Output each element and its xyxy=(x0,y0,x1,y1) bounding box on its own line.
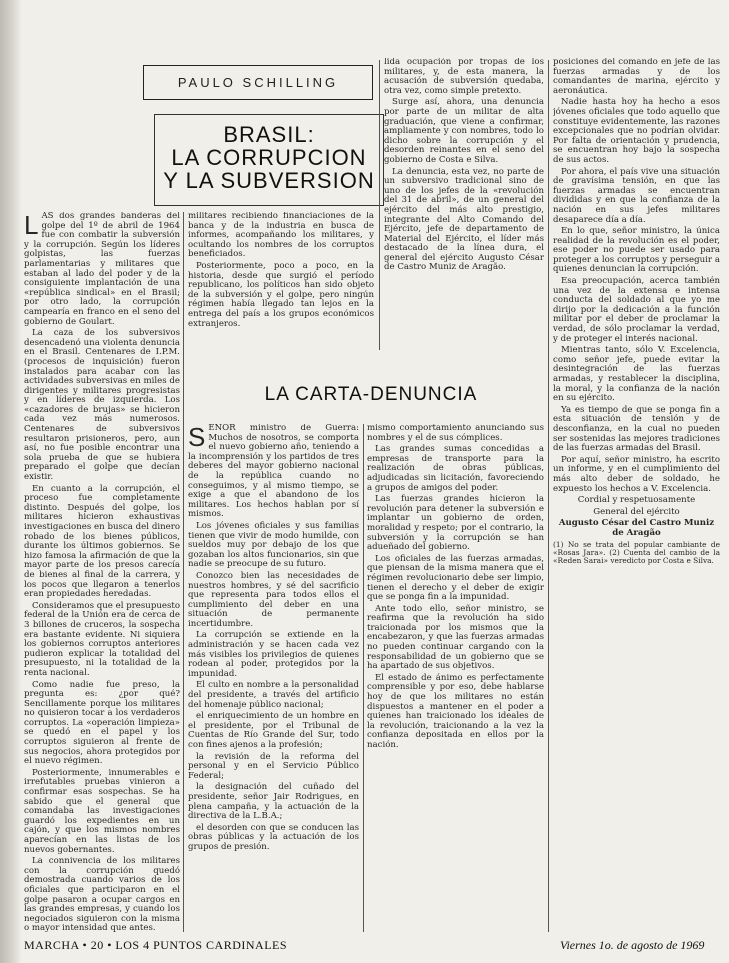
paragraph: El estado de ánimo es perfectamente comprensible y por eso, debe hablarse hoy de que los militares no están dispuestos a mantener en el poder a quienes han traicionado los ideales de la revolución, traicionando a la vez la confianza depositada en ellos por la nación. xyxy=(367,672,544,750)
article-title xyxy=(154,114,384,206)
title-line-2: LA CORRUPCION xyxy=(171,145,367,170)
paragraph-text: AS dos grandes banderas del golpe del 1º de abril de 1964 fue con combatir la subversión y la corrupción. Según los líderes golpistas, las fuerzas parlamentarias y militares que estaban al lado del poder y de la consiguiente implantación de una «república sindical» en el Brasil; por otro lado, la corrupción campearía en franco en el seno del gobierno de Goulart. xyxy=(24,212,180,327)
paragraph: mismo comportamiento anunciando sus nombres y el de sus cómplices. xyxy=(367,424,544,443)
paragraph: Las grandes sumas concedidas a empresas de transporte para la realización de obras públicas, adjudicadas sin licitación, favoreciendo a grupos de amigos del poder. xyxy=(367,444,544,493)
footer-publication: MARCHA • 20 • LOS 4 PUNTOS CARDINALES xyxy=(24,938,288,952)
paragraph: Surge así, ahora, una denuncia por parte de un militar de alta graduación, que viene a confirmar, ampliamente y con nombres, todo lo dicho sobre la corrupción y el desorden reinantes en el seno del gobierno de Costa e Silva. xyxy=(384,97,544,165)
column-6 xyxy=(367,424,544,934)
paragraph: Mientras tanto, sólo V. Excelencia, como señor jefe, puede evitar la desintegración de las fuerzas armadas, y restablecer la disciplina, la moral, y la confianza de la nación en su ejército. xyxy=(553,345,720,404)
signature-role: General del ejército xyxy=(593,506,680,517)
paragraph xyxy=(188,424,359,520)
paragraph: Conozco bien las necesidades de nuestros hombres, y sé del sacrificio que representa para todos ellos el cumplimiento del deber en una situación de permanente incertidumbre. xyxy=(188,570,359,629)
paragraph: La connivencia de los militares con la corrupción quedó demostrada cuando varios de los oficiales que participaron en el golpe pasaron a ocupar cargos en las grandes empresas, y cuando los negociados siguieron con la misma o mayor intensidad que antes. xyxy=(24,856,180,934)
paragraph: Por ahora, el país vive una situación de gravísima tensión, en que las fuerzas armadas se encuentran divididas y en que la confianza de la nación en sus jefes militares desaparece día a día. xyxy=(553,166,720,225)
paragraph: la designación del cuñado del presidente, señor Jair Rodrigues, en plena campaña, y la actuación de la directiva de la L.B.A.; xyxy=(188,782,359,822)
paragraph: La corrupción se extiende en la administración y se hacen cada vez más visibles los privilegios de quienes rodean al poder, protegidos por la impunidad. xyxy=(188,630,359,679)
paragraph: Por aquí, señor ministro, ha escrito un informe, y en el cumplimiento del más alto deber de soldado, he expuesto los hechos a V. Excelencia. xyxy=(553,454,720,494)
paragraph: Posteriormente, innumerables e irrefutables pruebas vinieron a confirmar esas sospechas. Se ha sabido que el general que comandaba las investigaciones guardó los expedientes en un cajón, y que los mismos nombres aparecían en las listas de los nuevos gobernantes. xyxy=(24,767,180,855)
title-line-3: Y LA SUBVERSION xyxy=(163,168,375,193)
paragraph: el enriquecimiento de un hombre en el presidente, por el Tribunal de Cuentas de Río Grande del Sur, todo con fines ajenos a la profesión; xyxy=(188,711,359,750)
paragraph: La denuncia, esta vez, no parte de un subversivo tradicional sino de uno de los jefes de la «revolución del 31 de abril», de un general del ejército del más alto prestigio, integrante del Alto Comando del Ejército, jefe de departamento de Material del Ejército, el líder más destacado de la línea dura, el general del ejército Augusto César de Castro Muniz de Aragão. xyxy=(384,166,544,273)
closing-line: Cordial y respetuosamente xyxy=(577,495,696,506)
paragraph: En lo que, señor ministro, la única realidad de la revolución es el poder, ese poder no puede ser usado para proteger a los corruptos y perseguir a quienes denuncian la corrupción. xyxy=(553,226,720,275)
paragraph: Nadie hasta hoy ha hecho a esos jóvenes oficiales que todo aquello que constituye evidentemente, las razones excepcionales que no podrían olvidar. Por falta de orientación y prudencia, se encuentran hoy bajo la sospecha de sus actos. xyxy=(553,97,720,165)
column-4 xyxy=(553,58,720,932)
paragraph: El culto en nombre a la personalidad del presidente, a través del artificio del homenaje público nacional; xyxy=(188,680,359,710)
paragraph: La caza de los subversivos desencadenó una violenta denuncia en el Brasil. Centenares de I.P.M. (procesos de inquisición) fueron instalados para acabar con las actividades subversivas en miles de dirigentes y militares progresistas y en líderes de izquierda. Los «cazadores de brujas» se hicieron cada vez más numerosos. Centenares de subversivos resultaron prisioneros, pero, aun así, no fue posible encontrar una sola prueba de que se hubiera preparado el golpe que decían existir. xyxy=(24,328,180,483)
paragraph: el desorden con que se conducen las obras públicas y la actuación de los grupos de presión. xyxy=(188,822,359,852)
column-rule xyxy=(363,424,364,932)
section-heading: LA CARTA-DENUNCIA xyxy=(264,384,478,405)
paragraph: Ya es tiempo de que se ponga fin a esta situación de tensión y de desconfianza, en la cual no pueden ser sostenidas las mejores tradiciones de las fuerzas armadas del Brasil. xyxy=(553,404,720,454)
paragraph: Esa preocupación, acerca también una vez de la extensa e intensa conducta del soldado al que yo me dirijo por la dedicación a la función militar por el deber de proclamar la verdad, de sólo proclamar la verdad, y de proteger el interés nacional. xyxy=(553,276,720,344)
footer-date: Viernes 1o. de agosto de 1969 xyxy=(560,938,705,952)
paragraph: Consideramos que el presupuesto federal de la Unión era de cerca de 3 billones de cruceros, la sospecha era bastante evidente. Ni siquiera los gobiernos corruptos anteriores pudieron explicar la totalidad del presupuesto, ni la totalidad de la renta nacional. xyxy=(24,600,180,678)
column-rule xyxy=(379,60,380,350)
paragraph: Como nadie fue preso, la pregunta es: ¿por qué? Sencillamente porque los militares no quisieron tocar a los verdaderos corruptos. La «operación limpieza» se quedó en el papel y los corruptos siguieron al frente de sus negocios, ahora protegidos por el nuevo régimen. xyxy=(24,679,180,767)
paragraph: En cuanto a la corrupción, el proceso fue completamente distinto. Después del golpe, los militares hicieron exhaustivas investigaciones en busca del dinero robado de los bienes públicos, durante los últimos gobiernos. Se hizo famosa la afirmación de que la mayor parte de los presos carecía de bienes al final de la carrera, y los pocos que llegaron a tenerlos eran propiedades heredadas. xyxy=(24,483,180,600)
paragraph: lida ocupación por tropas de los militares, y, de esta manera, la acusación de subversión quedaba, otra vez, como simple pretexto. xyxy=(384,58,544,96)
paragraph: Los jóvenes oficiales y sus familias tienen que vivir de modo humilde, con sueldos muy por debajo de los que gozaban los altos funcionarios, sin que nadie se preocupe de su futuro. xyxy=(188,520,359,570)
paragraph: la revisión de la reforma del personal y en el Servicio Público Federal; xyxy=(188,751,359,781)
paragraph: Los oficiales de las fuerzas armadas, que piensan de la misma manera que el régimen revolucionario debe ser limpio, tienen el derecho y el deber de exigir que se ponga fin a la impunidad. xyxy=(367,553,544,603)
column-1 xyxy=(24,212,180,934)
drop-cap: L xyxy=(24,212,39,240)
column-2 xyxy=(188,212,374,348)
paragraph: militares recibiendo financiaciones de la banca y de la industria en busca de informes, acompañando los militares, y ocultando los nombres de los corruptos beneficiados. xyxy=(188,212,374,260)
footnote: (1) No se trata del popular cambiante de «Rosas Jara». (2) Cuenta del cambio de la «Reden Sarai» veredicto por Costa e Silva. xyxy=(553,539,720,566)
paragraph: Posteriormente, poco a poco, en la historia, desde que surgió el período republicano, los políticos han sido objeto de la subversión y el golpe, pero ningún régimen había llegado tan lejos en la entrega del país a los grupos económicos extranjeros. xyxy=(188,260,374,329)
author-box xyxy=(143,65,373,100)
column-5 xyxy=(188,424,359,934)
title-line-1: BRASIL: xyxy=(223,122,315,147)
paragraph: Ante todo ello, señor ministro, se reafirma que la revolución ha sido traicionada por los mismos que la encabezaron, y que las fuerzas armadas no pueden continuar cargando con la responsabilidad de un gobierno que se ha apartado de sus objetivos. xyxy=(367,603,544,672)
signature-name: Augusto César del Castro Muniz de Aragão xyxy=(558,518,715,538)
column-3 xyxy=(384,58,544,348)
page-gutter-shadow xyxy=(0,0,22,963)
paragraph: posiciones del comando en jefe de las fuerzas armadas y de los comandantes de marina, ejército y aeronáutica. xyxy=(553,58,720,96)
column-rule xyxy=(183,212,184,932)
column-rule xyxy=(548,60,549,932)
paragraph: Las fuerzas grandes hicieron la revolución para detener la subversión e implantar un gobierno de orden, moralidad y respeto; por el contrario, la subversión y la corrupción se han adueñado del gobierno. xyxy=(367,494,544,553)
author-name: PAULO SCHILLING xyxy=(177,75,339,90)
drop-cap: S xyxy=(188,424,206,452)
paragraph-text: EÑOR ministro de Guerra: Muchos de nosotros, se comporta el nuevo gobierno año, teniendo a la incomprensión y los partidos de tres deberes del mayor gobierno nacional de la república cuando no conseguimos, y al mismo tiempo, se exige a que el abandono de los militares. Los hechos hablan por sí mismos. xyxy=(188,424,359,520)
paragraph xyxy=(24,212,180,327)
